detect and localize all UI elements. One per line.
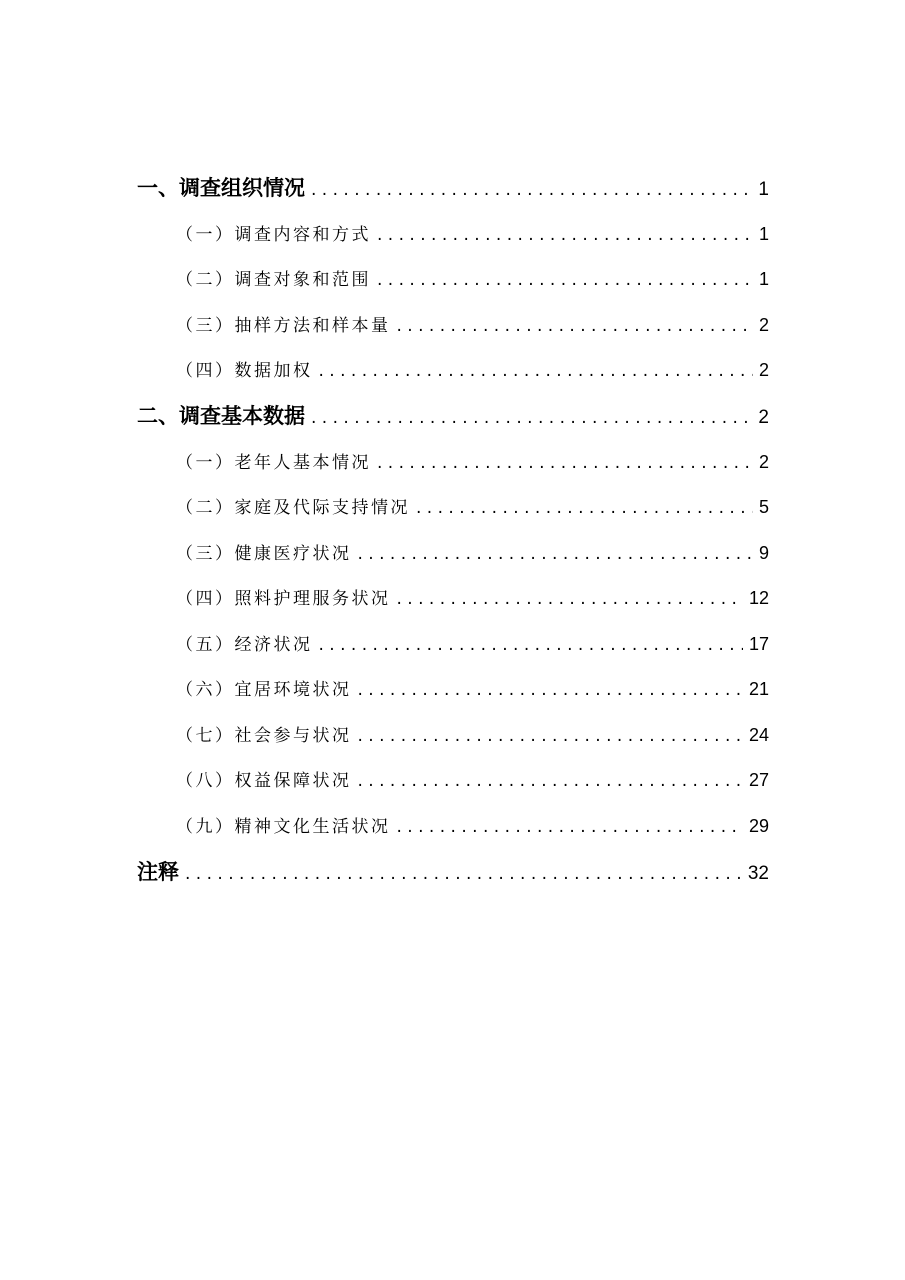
toc-entry-page-number: 2 — [758, 452, 769, 472]
dot-leader — [377, 225, 753, 245]
toc-entry-subsection[interactable] — [176, 220, 769, 245]
dot-leader — [397, 316, 753, 336]
toc-entry-title: 一、调查组织情况 — [137, 176, 305, 200]
dot-leader — [319, 361, 753, 381]
toc-entry-title: （四）照料护理服务状况 — [176, 589, 391, 609]
dot-leader — [397, 589, 743, 609]
toc-entry-subsection[interactable] — [176, 630, 769, 655]
toc-entry-title: （四）数据加权 — [176, 361, 313, 381]
toc-entry-title: 注释 — [137, 860, 179, 884]
dot-leader — [358, 771, 743, 791]
toc-entry-subsection[interactable] — [176, 539, 769, 564]
toc-entry-page-number: 29 — [748, 816, 769, 836]
toc-entry-page-number: 32 — [747, 863, 769, 884]
dot-leader — [358, 544, 753, 564]
toc-entry-title: （六）宜居环境状况 — [176, 680, 352, 700]
toc-entry-page-number: 9 — [758, 543, 769, 563]
toc-entry-subsection[interactable] — [176, 311, 769, 336]
dot-leader — [319, 635, 743, 655]
toc-entry-title: （五）经济状况 — [176, 635, 313, 655]
toc-entry-section-2[interactable] — [137, 400, 769, 430]
dot-leader — [358, 726, 743, 746]
toc-entry-title: （三）抽样方法和样本量 — [176, 316, 391, 336]
toc-entry-page-number: 1 — [758, 179, 769, 200]
toc-entry-subsection[interactable] — [176, 812, 769, 837]
dot-leader — [377, 270, 753, 290]
toc-entry-page-number: 2 — [758, 315, 769, 335]
toc-entry-page-number: 1 — [758, 269, 769, 289]
toc-entry-title: （七）社会参与状况 — [176, 726, 352, 746]
toc-entry-page-number: 27 — [748, 770, 769, 790]
toc-entry-page-number: 24 — [748, 725, 769, 745]
toc-entry-title: （一）调查内容和方式 — [176, 225, 371, 245]
toc-entry-title: （二）调查对象和范围 — [176, 270, 371, 290]
toc-entry-subsection[interactable] — [176, 675, 769, 700]
toc-entry-page-number: 2 — [758, 407, 769, 428]
toc-entry-subsection[interactable] — [176, 493, 769, 518]
dot-leader — [416, 498, 753, 518]
toc-entry-notes[interactable] — [137, 856, 769, 886]
toc-entry-title: （九）精神文化生活状况 — [176, 817, 391, 837]
toc-entry-title: 二、调查基本数据 — [137, 404, 305, 428]
toc-entry-subsection[interactable] — [176, 584, 769, 609]
toc-entry-page-number: 12 — [748, 588, 769, 608]
dot-leader — [311, 180, 752, 200]
toc-entry-title: （二）家庭及代际支持情况 — [176, 498, 410, 518]
toc-entry-page-number: 2 — [758, 360, 769, 380]
toc-entry-page-number: 21 — [748, 679, 769, 699]
toc-entry-title: （八）权益保障状况 — [176, 771, 352, 791]
toc-entry-page-number: 5 — [758, 497, 769, 517]
toc-entry-subsection[interactable] — [176, 265, 769, 290]
dot-leader — [377, 453, 753, 473]
dot-leader — [358, 680, 743, 700]
toc-entry-subsection[interactable] — [176, 766, 769, 791]
toc-entry-subsection[interactable] — [176, 448, 769, 473]
dot-leader — [185, 864, 742, 884]
toc-entry-section-1[interactable] — [137, 172, 769, 202]
toc-entry-subsection[interactable] — [176, 721, 769, 746]
dot-leader — [311, 408, 752, 428]
toc-entry-page-number: 1 — [758, 224, 769, 244]
toc-entry-title: （一）老年人基本情况 — [176, 453, 371, 473]
dot-leader — [397, 817, 743, 837]
toc-entry-title: （三）健康医疗状况 — [176, 544, 352, 564]
toc-entry-subsection[interactable] — [176, 356, 769, 381]
toc-entry-page-number: 17 — [748, 634, 769, 654]
